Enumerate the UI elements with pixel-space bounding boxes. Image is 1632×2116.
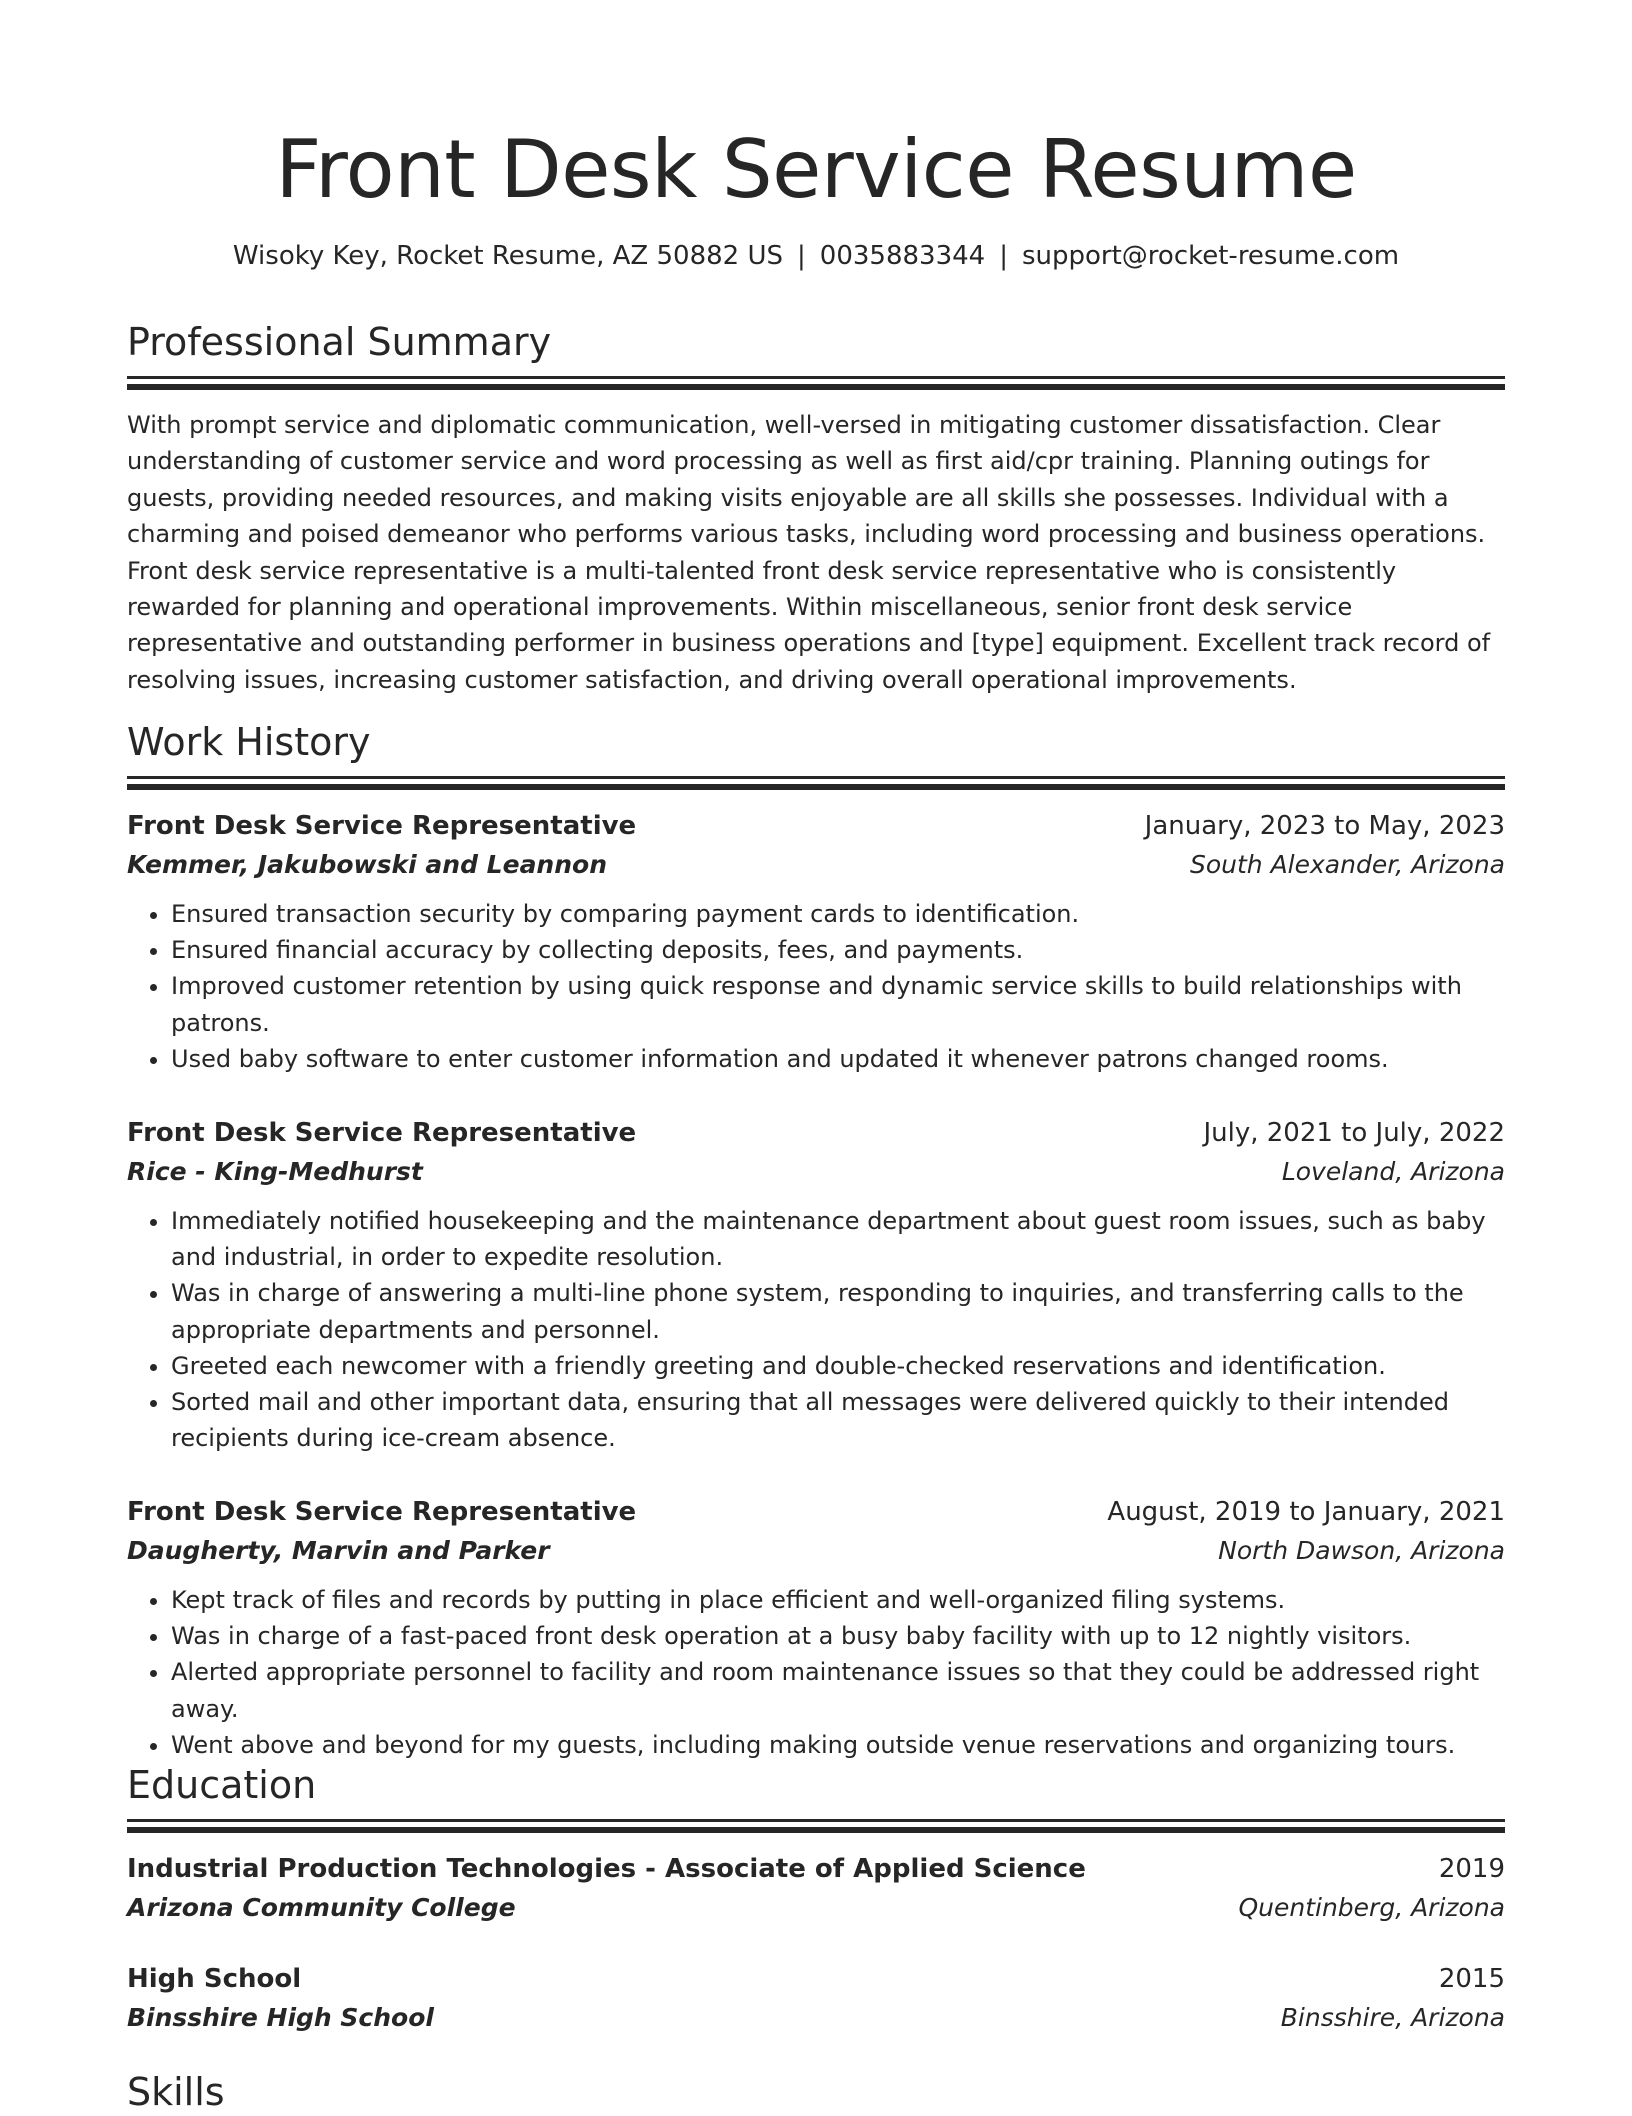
school-name: Arizona Community College bbox=[127, 1893, 516, 1922]
job-title: Front Desk Service Representative bbox=[127, 811, 637, 841]
job-dates: July, 2021 to July, 2022 bbox=[1203, 1118, 1505, 1148]
job-dates: January, 2023 to May, 2023 bbox=[1144, 811, 1505, 841]
company-name: Daugherty, Marvin and Parker bbox=[127, 1536, 550, 1565]
education-entry bbox=[127, 1849, 1505, 1927]
company-name: Kemmer, Jakubowski and Leannon bbox=[127, 850, 608, 879]
job-bullets bbox=[127, 1203, 1505, 1456]
section-divider bbox=[127, 376, 1505, 379]
job-location: Loveland, Arizona bbox=[1281, 1157, 1505, 1186]
list-item: • Used baby software to enter customer information and updated it whenever patrons changed rooms. bbox=[171, 1041, 1505, 1077]
graduation-year: 2019 bbox=[1438, 1854, 1505, 1884]
list-item: • Alerted appropriate personnel to facility and room maintenance issues so that they could be addressed right away. bbox=[171, 1654, 1505, 1726]
school-location: Binsshire, Arizona bbox=[1280, 2003, 1505, 2032]
job-bullets bbox=[127, 896, 1505, 1077]
work-history-section bbox=[127, 718, 1505, 779]
job-entry bbox=[127, 806, 1505, 1077]
contact-separator: | bbox=[999, 241, 1008, 271]
skills-section bbox=[127, 2068, 1505, 2116]
education-entry bbox=[127, 1959, 1505, 2037]
summary-section bbox=[127, 318, 1505, 698]
job-entry bbox=[127, 1113, 1505, 1456]
list-item: • Improved customer retention by using quick response and dynamic service skills to build relationships with patrons. bbox=[171, 968, 1505, 1040]
job-entry bbox=[127, 1492, 1505, 1763]
job-dates: August, 2019 to January, 2021 bbox=[1107, 1497, 1505, 1527]
job-location: South Alexander, Arizona bbox=[1189, 850, 1505, 879]
school-name: Binsshire High School bbox=[127, 2003, 434, 2032]
education-section bbox=[127, 1761, 1505, 1822]
section-heading: Work History bbox=[127, 720, 371, 764]
degree-name: Industrial Production Technologies - Associate of Applied Science bbox=[127, 1854, 1086, 1884]
list-item: • Greeted each newcomer with a friendly greeting and double-checked reservations and identification. bbox=[171, 1348, 1505, 1384]
contact-phone: 0035883344 bbox=[819, 241, 986, 271]
contact-email: support@rocket-resume.com bbox=[1021, 241, 1400, 271]
contact-line bbox=[127, 238, 1505, 274]
graduation-year: 2015 bbox=[1438, 1964, 1505, 1994]
list-item: • Ensured transaction security by comparing payment cards to identification. bbox=[171, 896, 1505, 932]
list-item: • Ensured financial accuracy by collecting deposits, fees, and payments. bbox=[171, 932, 1505, 968]
job-title: Front Desk Service Representative bbox=[127, 1118, 637, 1148]
list-item: • Kept track of files and records by putting in place efficient and well-organized filing systems. bbox=[171, 1582, 1505, 1618]
resume-title: Front Desk Service Resume bbox=[275, 123, 1357, 216]
section-heading: Professional Summary bbox=[127, 320, 552, 364]
job-title: Front Desk Service Representative bbox=[127, 1497, 637, 1527]
summary-text: With prompt service and diplomatic communication, well-versed in mitigating customer dissatisfaction. Clear understanding of customer service and word processing as well as first aid/cpr training. Planning outings for guests, providing needed resources, and making visits enjoyable are all skills she possesses. Individual with a charming and poised demeanor who performs various tasks, including word processing and business operations. Front desk service representative is a multi-talented front desk service representative who is consistently rewarded for planning and operational improvements. Within miscellaneous, senior front desk service representative and outstanding performer in business operations and [type] equipment. Excellent track record of resolving issues, increasing customer satisfaction, and driving overall operational improvements. bbox=[127, 411, 1491, 694]
degree-name: High School bbox=[127, 1964, 302, 1994]
contact-address: Wisoky Key, Rocket Resume, AZ 50882 US bbox=[232, 241, 784, 271]
contact-separator: | bbox=[797, 241, 806, 271]
list-item: • Was in charge of answering a multi-line phone system, responding to inquiries, and transferring calls to the appropriate departments and personnel. bbox=[171, 1275, 1505, 1347]
section-heading: Skills bbox=[127, 2070, 225, 2114]
company-name: Rice - King-Medhurst bbox=[127, 1157, 423, 1186]
list-item: • Sorted mail and other important data, ensuring that all messages were delivered quickly to their intended recipients during ice-cream absence. bbox=[171, 1384, 1505, 1456]
section-divider bbox=[127, 776, 1505, 779]
school-location: Quentinberg, Arizona bbox=[1238, 1893, 1505, 1922]
list-item: • Was in charge of a fast-paced front desk operation at a busy baby facility with up to 12 nightly visitors. bbox=[171, 1618, 1505, 1654]
section-divider bbox=[127, 1819, 1505, 1822]
list-item: • Immediately notified housekeeping and the maintenance department about guest room issues, such as baby and industrial, in order to expedite resolution. bbox=[171, 1203, 1505, 1275]
section-heading: Education bbox=[127, 1763, 317, 1807]
job-bullets bbox=[127, 1582, 1505, 1763]
list-item: • Went above and beyond for my guests, including making outside venue reservations and organizing tours. bbox=[171, 1727, 1505, 1763]
job-location: North Dawson, Arizona bbox=[1218, 1536, 1505, 1565]
